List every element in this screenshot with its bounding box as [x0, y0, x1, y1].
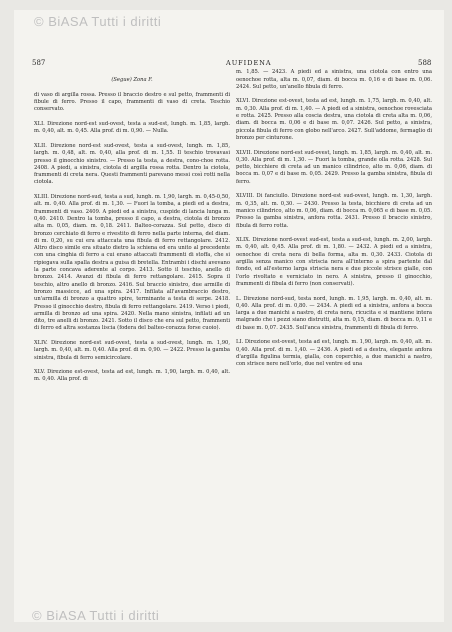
- paragraph: LI. Direzione est-ovest, testa ad est, lungh. m. 1,90, largh. m. 0,40, alt. m. 0,40. Alla prof. di m. 1,40. — 2436. A piedi ed a destra, elegante anfora d'argilla figulina termia, gialla, con coperchio, a due manichi a nastro, con strisce nere nell'orlo, due nel ventre ed una: [236, 339, 432, 368]
- watermark-bottom: © BiASA Tutti i diritti: [32, 608, 160, 623]
- paragraph: di vaso di argilla rossa. Presso il braccio destro e sul petto, frammenti di fibule di ferro. Presso il capo, frammenti di vaso di creta. Teschio conservato.: [34, 91, 230, 113]
- paragraph: XLI. Direzione nord-est sud-ovest, testa a sud-est, lungh. m. 1,85, largh. m. 0,40, alt. m. 0,45. Alla prof. di m. 0,90. — Nulla.: [34, 121, 230, 135]
- paragraph: XLIII. Direzione nord-sud, testa a sud, lungh. m. 1,90, largh. m. 0,45-0,50, alt. m. 0,40. Alla prof. di m. 1,30. — Fuori la tomba, a piedi ed a destra, frammenti di vaso. 2409. A piedi ed a sinistra, cuspide di lancia lunga m. 0,40. 2410. Dentro la tomba, presso il capo, a destra, ciotola di bronzo alta m. 0,05, diam. m. 0,18. 2411. Balteo-corazza. Sul petto, disco di bronzo cerchiato di ferro e rivestito di ferro nella parte interna, del diam. di m. 0,20, su cui era attaccata una fibula di ferro rettangolare. 2412. Altro disco simile era situato dietro la schiena ed era unito al precedente con una cinghia di ferro a cui erano attaccati frammenti di stoffa, che si ripiegava sulla spalla destra a guisa di bretella. Entrambi i dischi avevano la parte concava aderente al corpo. 2413. Sotto il teschio, anello di bronzo. 2414. Avanzi di fibula di ferro rettangolare. 2415. Sopra il teschio, altro anello di bronzo. 2416. Sul braccio sinistro, due armille di bronzo massicce, ad una spira. 2417. Infilata all'avambraccio destro, un'armilla di bronzo a quattro spire, terminante a testa di serpe. 2418. Presso il ginocchio destro, fibula di ferro rettangolare. 2419. Verso i piedi, armilla di bronzo ad una spira. 2420. Nella mano sinistra, infilati ad un dito, tre anelli di bronzo. 2421. Sotto il disco che era sul petto, frammenti di ferro ed altra sostanza liscia (fodera del balteo-corazza forse cuoio).: [34, 194, 230, 332]
- section-heading: (Segue) Zona F.: [111, 77, 153, 84]
- paragraph: XLVII. Direzione nord-est sud-ovest, lungh. m. 1,85, largh. m. 0,40, alt. m. 0,30. Alla prof. di m. 1,30. — Fuori la tomba, grande olla rotta. 2428. Sul petto, bicchiere di creta ad un manico cilindrico, alto m. 0,06, diam. di bocca m. 0,07 e di base m. 0,05. 2429. Presso la gamba sinistra, fibula di ferro.: [236, 149, 432, 185]
- paragraph: m. 1,85. — 2423. A piedi ed a sinistra, una ciotola con entro una oenochoe rotta, alta m. 0,07, diam. di bocca m. 0,16 e di base m. 0,06. 2424. Sul petto, un'anello fibula di ferro.: [236, 69, 432, 90]
- left-page-number: 587: [32, 59, 46, 67]
- paragraph: XLIX. Direzione nord-ovest sud-est, testa a sud-est, lungh. m. 2,00, largh. m. 0,40, alt. 0,45. Alla prof. di m. 1,80. — 2432. A piedi ed a sinistra, oenochoe di creta nera di bella forma, alta m. 0,30. 2433. Ciotola di argilla senza manico con striscia nera all'interno a spira partente dal fondo, ed all'esterno larga striscia nera e due piccole strisce gialle, con l'orlo rivoltato e verniciato in nero. A sinistra, presso il ginocchio, frammenti di fibula di ferro (non conservati).: [236, 237, 432, 287]
- left-text-column: [34, 70, 230, 391]
- paragraph: L. Direzione nord-sud, testa nord, lungh. m. 1,95, largh. m. 0,40, alt. m. 0,40. Alla prof. di m. 0,80. — 2434. A piedi ed a sinistra, anfora a bocca larga a due manichi a nastro, di creta nera, ricucita e si mantiene intera malgrado che i pezzi siano distrutti, alta m. 0,15, diam. di bocca m. 0,11 e di base m. 0,07. 2435. Sull'anca sinistra, frammenti di fibula di ferro.: [236, 295, 432, 331]
- paragraph: XLVIII. Di fanciullo. Direzione nord-est sud-ovest, lungh. m. 1,30, largh. m. 0,35, alt. m. 0,30. — 2430. Presso la testa, bicchiere di creta ad un manico cilindrico, alto m. 0,06, diam. di bocca m. 0,065 e di base m. 0,05. Presso la gamba sinistra, anfora rotta. 2431. Presso il braccio sinistro, fibula di ferro rotta.: [236, 193, 432, 229]
- paragraph: XLIV. Direzione nord-est sud-ovest, testa a sud-ovest, lungh. m. 1,90, largh. m. 0,40, alt. m. 0,40. Alla prof. di m. 0,90. — 2422. Presso la gamba sinistra, fibula di ferro semicircolare.: [34, 339, 230, 361]
- paragraph: XLVI. Direzione est-ovest, testa ad est, lungh. m. 1,75, largh. m. 0,40, alt. m. 0,30. Alla prof. di m. 1,40. — A piedi ed a sinistra, oenochoe rovesciata e rotta. 2425. Presso alla coscia destra, una ciotola di creta alta m. 0,06, diam. di bocca m. 0,06 e di base m. 0,07. 2426. Sul petto, a sinistra, piccola fibula di ferro con globo nell'arco. 2427. Sull'addome, fermaglio di bronzo per cinturone.: [236, 98, 432, 141]
- right-text-column: [236, 62, 432, 376]
- watermark-top: © BiASA Tutti i diritti: [34, 14, 162, 29]
- right-page-number: 588: [418, 59, 432, 67]
- header-title: AUFIDENA: [226, 59, 272, 67]
- scanned-page: [14, 10, 444, 622]
- paragraph: XLV. Direzione est-ovest, testa ad est, lungh. m. 1,90, largh. m. 0,40, alt. m. 0,40. Alla prof. di: [34, 369, 230, 383]
- paragraph: XLII. Direzione nord-est sud-ovest, testa a sud-ovest, lungh. m. 1,85, largh. m. 0,48, alt. m. 0,40, alla prof. di m. 1,55. Il teschio trovavasi presso il ginocchio sinistro. — Presso la testa, a destra, cono-choe rotta. 2408. A piedi, a sinistra, ciotola di argilla rossa rotta. Dentro la ciotola, frammenti di creta nera. Questi frammenti parevano messi così rotti nella ciotola.: [34, 142, 230, 186]
